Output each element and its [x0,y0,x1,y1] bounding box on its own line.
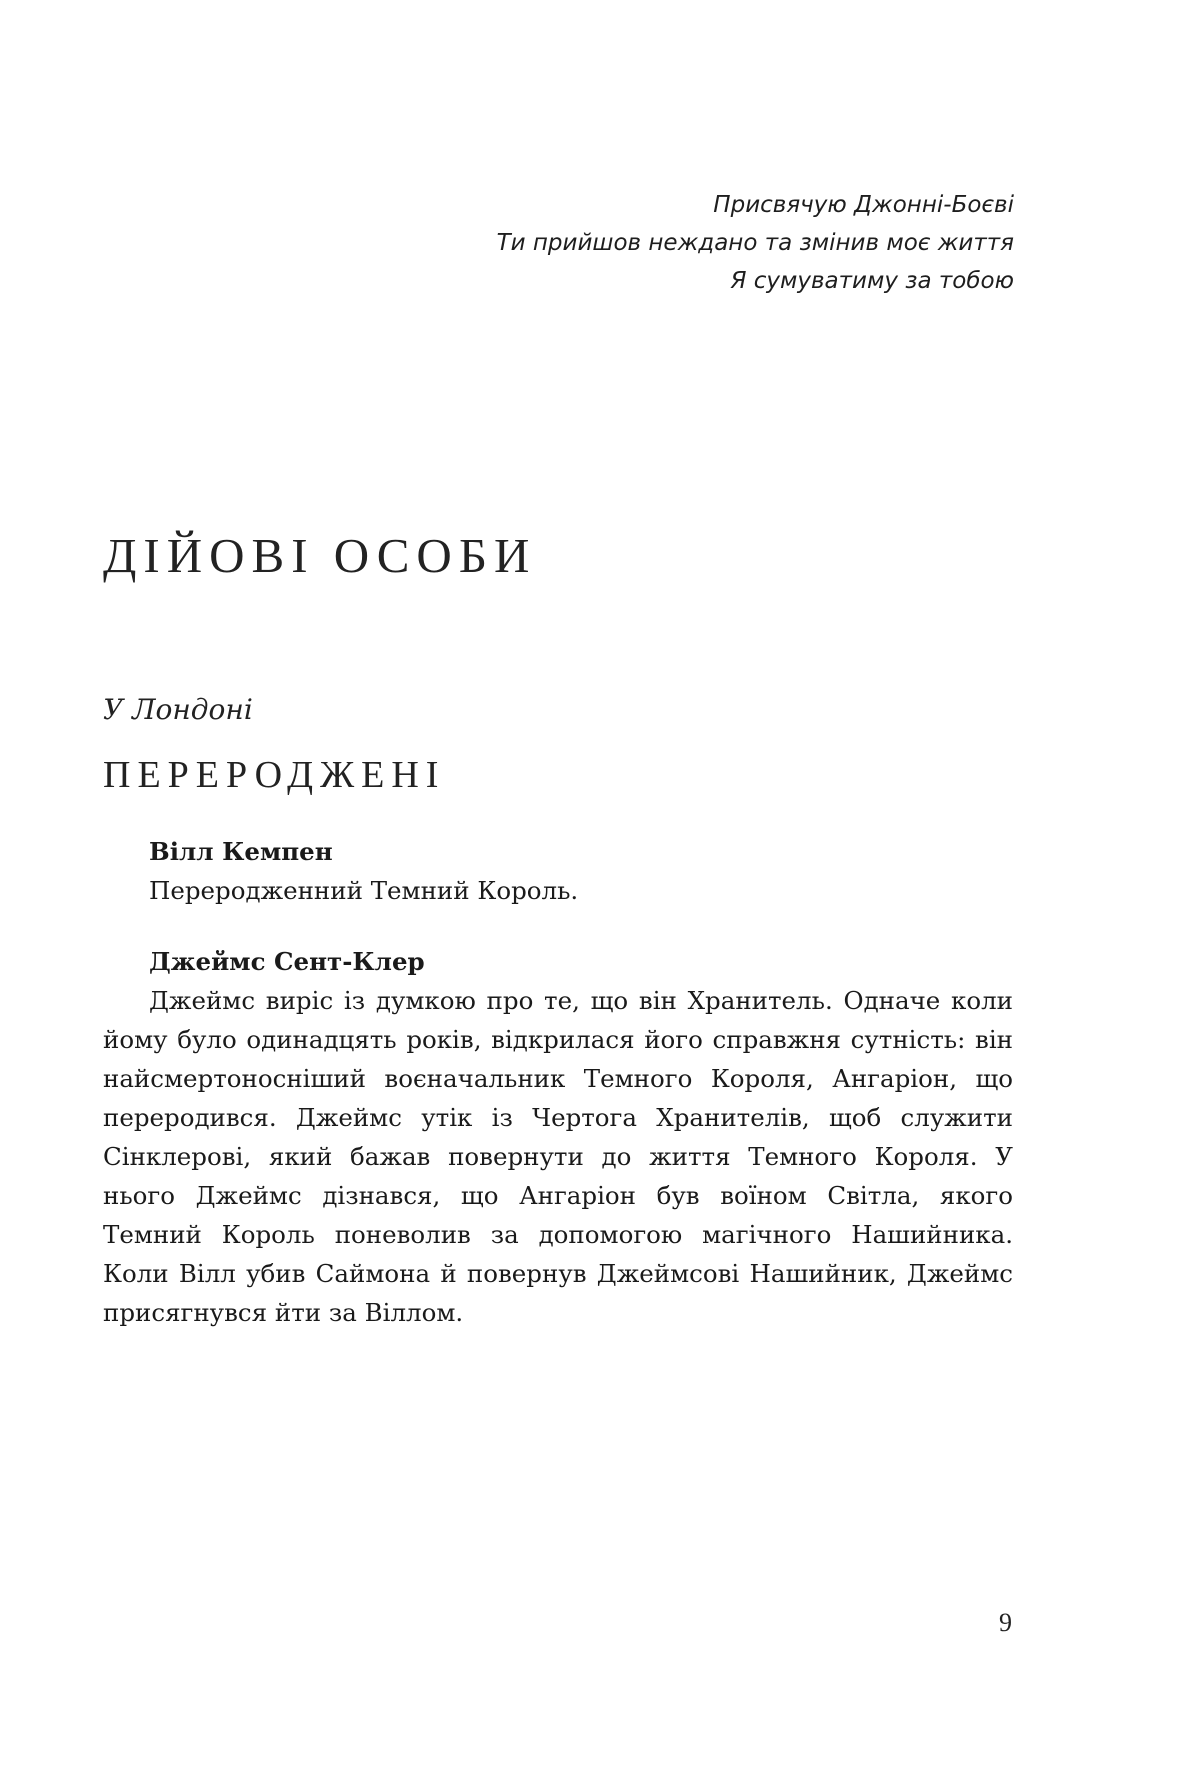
group-heading: ПЕРЕРОДЖЕНІ [103,754,446,796]
dedication-line: Я сумуватиму за тобою [730,268,1014,294]
character-description: Джеймс виріс із думкою про те, що він Хранитель. Одначе коли йому було одинадцять років, відкрилася його справжня сутність: він найсмертоносніший воєначальник Темного Короля, Ангаріон, що переродився. Джеймс утік із Чертога Хранителів, щоб служити Сінклерові, який бажав повернути до життя Темного Короля. У нього Джеймс дізнався, що Ангаріон був воїном Світла, якого Темний Король поневолив за допомогою магічного Нашийника. Коли Вілл убив Саймона й повернув Джеймсові Нашийник, Джеймс присягнувся йти за Віллом. [103,986,1013,1327]
dedication [497,186,1014,300]
character-entry [103,942,1013,1332]
character-name: Джеймс Сент-Клер [149,947,425,976]
character-description: Переродженний Темний Король. [149,876,579,905]
dedication-line: Ти прийшов неждано та змінив моє життя [496,230,1014,256]
place-heading: У Лондоні [103,693,253,726]
character-entry [103,832,1013,910]
dedication-line: Присвячую Джонні-Боєві [713,192,1014,218]
page-number: 9 [999,1608,1012,1637]
character-name: Вілл Кемпен [149,837,333,866]
chapter-title: ДІЙОВІ ОСОБИ [103,528,537,583]
